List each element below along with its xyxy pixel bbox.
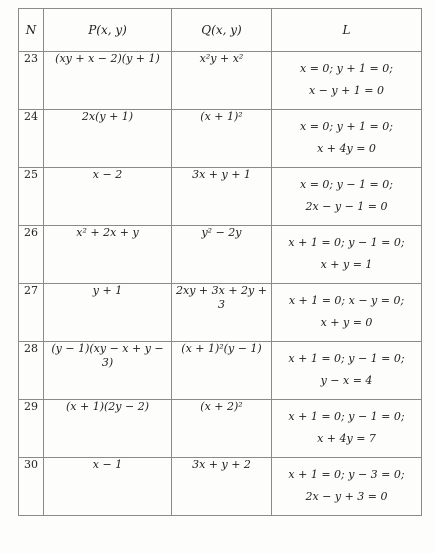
l-lines [272,52,422,110]
p-expression: x − 1 [44,458,172,516]
l-line-1: x + 1 = 0; x − y = 0; [288,294,405,307]
p-expression: (xy + x − 2)(y + 1) [44,52,172,110]
l-line-2: x + y = 1 [320,258,373,271]
p-expression: y + 1 [44,284,172,342]
l-line-1: x + 1 = 0; y − 1 = 0; [288,352,405,365]
q-expression: 3x + y + 1 [172,168,272,226]
p-expression: 2x(y + 1) [44,110,172,168]
q-expression: (x + 2)² [172,400,272,458]
header-p: P(x, y) [44,9,172,52]
table-row [19,110,422,168]
header-n: N [19,9,44,52]
row-number: 26 [19,226,44,284]
l-lines [272,168,422,226]
row-number: 24 [19,110,44,168]
l-line-2: x − y + 1 = 0 [308,84,385,97]
p-expression: x − 2 [44,168,172,226]
table-row [19,400,422,458]
l-line-2: x + y = 0 [320,316,373,329]
l-lines [272,284,422,342]
l-line-2: y − x = 4 [320,374,373,387]
l-line-1: x = 0; y + 1 = 0; [300,62,393,75]
row-number: 29 [19,400,44,458]
l-line-1: x + 1 = 0; y − 1 = 0; [288,236,405,249]
l-lines [272,110,422,168]
q-expression: (x + 1)² [172,110,272,168]
l-line-1: x + 1 = 0; y − 3 = 0; [288,468,405,481]
l-lines [272,342,422,400]
row-number: 28 [19,342,44,400]
q-expression: 3x + y + 2 [172,458,272,516]
row-number: 25 [19,168,44,226]
l-line-2: 2x − y − 1 = 0 [305,200,388,213]
table-header-row [19,9,422,52]
l-line-2: x + 4y = 7 [317,432,376,445]
row-number: 30 [19,458,44,516]
l-lines [272,400,422,458]
table-row [19,52,422,110]
p-expression: (y − 1)(xy − x + y − 3) [44,342,172,400]
table-row [19,226,422,284]
problem-table [18,8,422,516]
table-row [19,342,422,400]
header-l: L [272,9,422,52]
q-expression: x²y + x² [172,52,272,110]
q-expression: 2xy + 3x + 2y + 3 [172,284,272,342]
table-row [19,458,422,516]
l-lines [272,458,422,516]
q-expression: (x + 1)²(y − 1) [172,342,272,400]
l-line-1: x + 1 = 0; y − 1 = 0; [288,410,405,423]
l-line-2: 2x − y + 3 = 0 [305,490,388,503]
q-expression: y² − 2y [172,226,272,284]
p-expression: (x + 1)(2y − 2) [44,400,172,458]
header-q: Q(x, y) [172,9,272,52]
l-line-1: x = 0; y − 1 = 0; [300,178,393,191]
l-line-1: x = 0; y + 1 = 0; [300,120,393,133]
table-row [19,284,422,342]
row-number: 27 [19,284,44,342]
p-expression: x² + 2x + y [44,226,172,284]
l-line-2: x + 4y = 0 [317,142,376,155]
table-row [19,168,422,226]
l-lines [272,226,422,284]
row-number: 23 [19,52,44,110]
